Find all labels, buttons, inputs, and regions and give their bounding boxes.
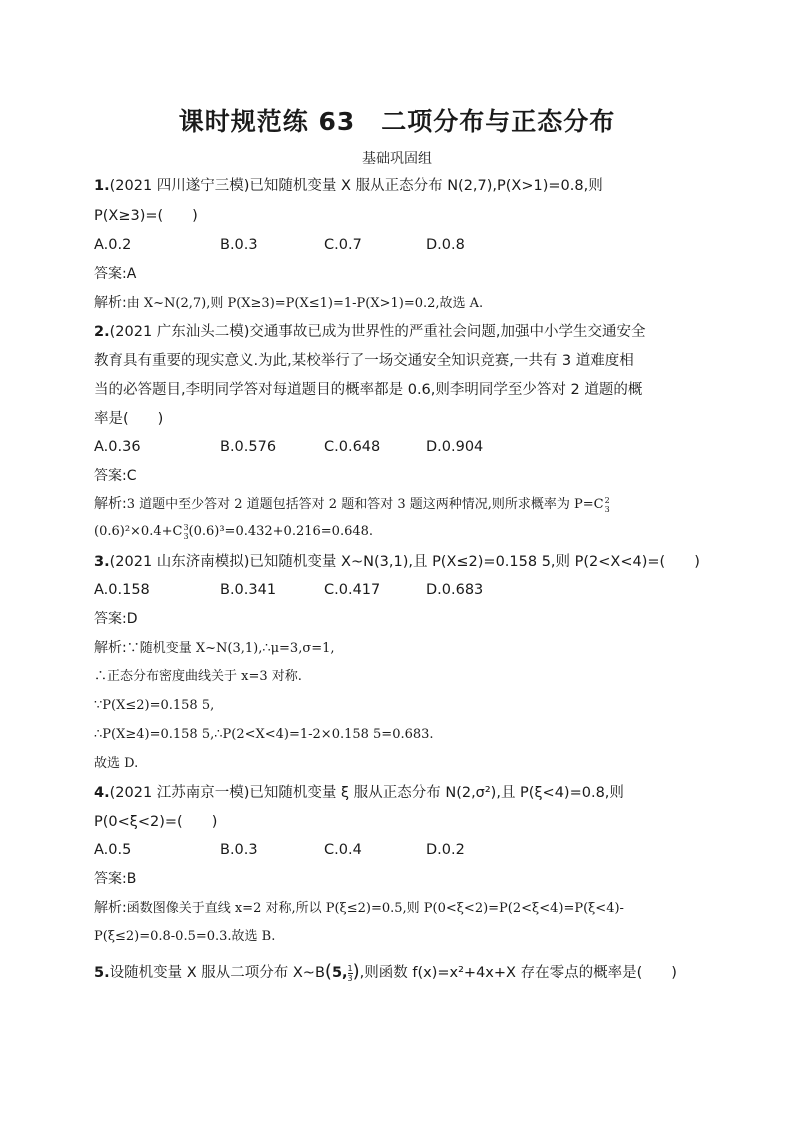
- q3-number: 3.: [94, 554, 110, 570]
- q4-analysis-text1: 函数图像关于直线 x=2 对称,所以 P(ξ≤2)=0.5,则 P(0<ξ<2)=P(2<ξ<4)=P(ξ<4)-: [126, 901, 624, 916]
- q3-analysis-line2: ∴正态分布密度曲线关于 x=3 对称.: [94, 669, 302, 684]
- q2-option-c: C.0.648: [324, 439, 381, 455]
- q2-option-d: D.0.904: [426, 439, 484, 455]
- q2-number: 2.: [94, 324, 110, 340]
- q1-stem-line2: P(X≥3)=( ): [94, 208, 198, 224]
- q1-text-line1: (2021 四川遂宁三模)已知随机变量 X 服从正态分布 N(2,7),P(X>1)=0.8,则: [109, 178, 603, 194]
- q4-text-line1: (2021 江苏南京一模)已知随机变量 ξ 服从正态分布 N(2,σ²),且 P(ξ<4)=0.8,则: [109, 785, 624, 801]
- q5-text-line1a: 设随机变量 X 服从二项分布 X~B: [109, 965, 325, 981]
- q3-analysis-line3: ∵P(X≤2)=0.158 5,: [94, 698, 215, 713]
- q3-analysis-line5: 故选 D.: [94, 756, 139, 771]
- q5-number: 5.: [94, 965, 110, 981]
- q2-text-line1: (2021 广东汕头二模)交通事故已成为世界性的严重社会问题,加强中小学生交通安全: [109, 324, 646, 340]
- q4-stem-line1: [94, 783, 714, 803]
- q4-option-d: D.0.2: [426, 842, 465, 858]
- q2-analysis-text2b: (0.6)³=0.432+0.216=0.648.: [188, 524, 374, 539]
- section-heading: 基础巩固组: [362, 151, 432, 167]
- q3-text-line1: (2021 山东济南模拟)已知随机变量 X~N(3,1),且 P(X≤2)=0.158 5,则 P(2<X<4)=( ): [109, 554, 700, 570]
- q2-stem-line3: 当的必答题目,李明同学答对每道题目的概率都是 0.6,则李明同学至少答对 2 道题的概: [94, 382, 643, 398]
- q3-option-b: B.0.341: [220, 582, 277, 598]
- q3-answer-value: D: [126, 611, 138, 627]
- q5-binomial-p: $\frac{1}{3}$: [347, 963, 353, 983]
- q1-number: 1.: [94, 178, 110, 194]
- analysis-label: 解析:: [94, 640, 127, 656]
- q2-combination-index-1: 2 3: [604, 495, 610, 514]
- q1-option-b: B.0.3: [220, 237, 258, 253]
- q2-answer-value: C: [126, 468, 137, 484]
- q4-analysis-line2: P(ξ≤2)=0.8-0.5=0.3.故选 B.: [94, 929, 276, 944]
- q4-option-c: C.0.4: [324, 842, 362, 858]
- q1-option-a: A.0.2: [94, 237, 132, 253]
- q2-option-a: A.0.36: [94, 439, 141, 455]
- q1-answer: [94, 264, 714, 284]
- q2-analysis-text2a: (0.6)²×0.4+C: [94, 524, 183, 539]
- q3-analysis-text1: ∵随机变量 X~N(3,1),∴μ=3,σ=1,: [126, 641, 335, 656]
- q1-analysis-text: 由 X~N(2,7),则 P(X≥3)=P(X≤1)=1-P(X>1)=0.2,故选 A.: [126, 296, 484, 311]
- q1-stem-line1: [94, 176, 714, 196]
- q3-option-a: A.0.158: [94, 582, 150, 598]
- q3-option-c: C.0.417: [324, 582, 381, 598]
- q1-analysis: [94, 293, 714, 314]
- q4-stem-line2: P(0<ξ<2)=( ): [94, 814, 218, 830]
- q2-answer: [94, 466, 714, 486]
- q5-left-paren: (: [324, 961, 332, 982]
- analysis-label: 解析:: [94, 496, 127, 512]
- q4-option-a: A.0.5: [94, 842, 132, 858]
- q5-binomial-n: 5,: [331, 965, 348, 981]
- q2-stem-line2: 教育具有重要的现实意义.为此,某校举行了一场交通安全知识竞赛,一共有 3 道难度相: [94, 353, 634, 369]
- q2-combination-index-2: 3 3: [183, 522, 189, 541]
- q4-analysis-line1: [94, 898, 714, 919]
- q3-analysis-line1: [94, 638, 714, 659]
- answer-label: 答案:: [94, 871, 127, 887]
- answer-label: 答案:: [94, 468, 127, 484]
- q3-answer: [94, 609, 714, 629]
- page-title: 课时规范练 63 二项分布与正态分布: [178, 107, 616, 136]
- q4-answer: [94, 869, 714, 889]
- q3-option-d: D.0.683: [426, 582, 484, 598]
- q2-stem-line1: [94, 322, 714, 342]
- q4-number: 4.: [94, 785, 110, 801]
- analysis-label: 解析:: [94, 900, 127, 916]
- q1-option-c: C.0.7: [324, 237, 362, 253]
- q4-answer-value: B: [126, 871, 137, 887]
- q2-option-b: B.0.576: [220, 439, 277, 455]
- q5-text-line1b: ,则函数 f(x)=x²+4x+X 存在零点的概率是( ): [359, 965, 677, 981]
- q2-analysis-line1: [94, 494, 714, 515]
- q2-stem-line4: 率是( ): [94, 411, 164, 427]
- q2-analysis-text1: 3 道题中至少答对 2 道题包括答对 2 题和答对 3 题这两种情况,则所求概率为 P=C: [126, 497, 604, 512]
- answer-label: 答案:: [94, 266, 127, 282]
- q5-stem-line1: [94, 962, 714, 983]
- q1-answer-value: A: [126, 266, 137, 282]
- q2-analysis-line2: [94, 522, 714, 542]
- q3-analysis-line4: ∴P(X≥4)=0.158 5,∴P(2<X<4)=1-2×0.158 5=0.683.: [94, 727, 434, 742]
- analysis-label: 解析:: [94, 295, 127, 311]
- q5-right-paren: ): [352, 961, 360, 982]
- q1-option-d: D.0.8: [426, 237, 465, 253]
- answer-label: 答案:: [94, 611, 127, 627]
- q3-stem-line1: [94, 552, 714, 572]
- q4-option-b: B.0.3: [220, 842, 258, 858]
